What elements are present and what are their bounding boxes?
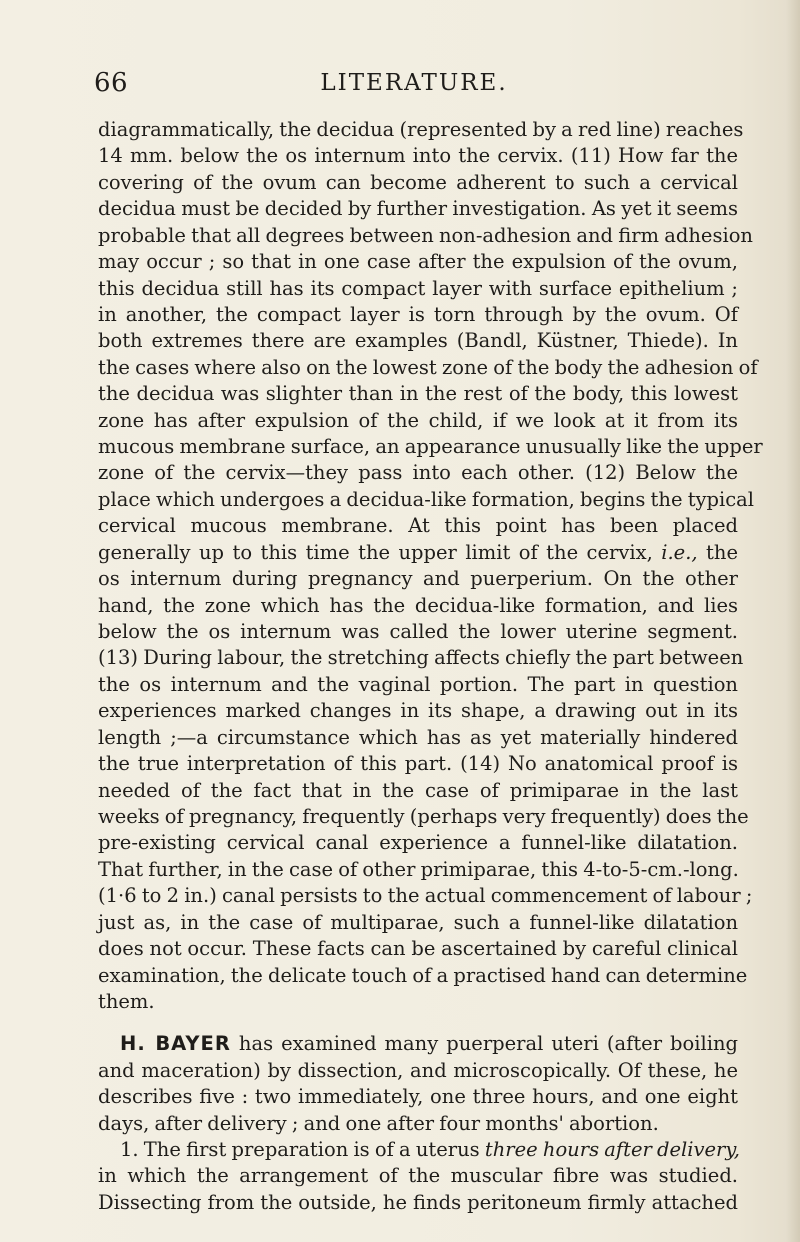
text-line: probable that all degrees between non-adhesion and firm adhesion xyxy=(98,223,753,247)
text-line: pre-existing cervical canal experience a funnel-like dilatation. xyxy=(98,831,738,855)
text-segment: generally up to this time the upper limit of the cervix, xyxy=(98,540,662,564)
text-line-with-italic xyxy=(98,1137,741,1163)
text-line: (1·6 to 2 in.) canal persists to the actual commencement of labour ; xyxy=(98,884,753,908)
text-segment: the xyxy=(697,540,738,564)
text-line: That further, in the case of other primiparae, this 4-to-5-cm.-long. xyxy=(98,857,739,881)
text-line: weeks of pregnancy, frequently (perhaps very frequently) does the xyxy=(98,804,749,828)
text-line: does not occur. These facts can be ascertained by careful clinical xyxy=(98,937,738,961)
italic-abbreviation: i.e., xyxy=(661,540,698,564)
text-line: needed of the fact that in the case of primiparae in the last xyxy=(98,778,738,802)
text-line: the cases where also on the lowest zone of the body the adhesion of xyxy=(98,355,758,379)
text-line: examination, the delicate touch of a practised hand can determine xyxy=(98,963,748,987)
text-line: decidua must be decided by further investigation. As yet it seems xyxy=(98,197,738,221)
text-line: length ;—a circumstance which has as yet materially hindered xyxy=(98,725,738,749)
text-line: place which undergoes a decidua-like formation, begins the typical xyxy=(98,487,755,511)
text-line: may occur ; so that in one case after the expulsion of the ovum, xyxy=(98,250,738,274)
text-line: them. xyxy=(98,989,155,1013)
text-line: Dissecting from the outside, he finds peritoneum firmly attached xyxy=(98,1190,738,1214)
text-line: (13) During labour, the stretching affects chiefly the part between xyxy=(98,646,744,670)
text-line: in which the arrangement of the muscular fibre was studied. xyxy=(98,1164,738,1188)
running-title: LITERATURE. xyxy=(320,70,508,96)
text-line-with-italic xyxy=(98,540,738,566)
text-line: experiences marked changes in its shape, a drawing out in its xyxy=(98,699,738,723)
page-number: 66 xyxy=(94,68,129,98)
page-edge-shadow xyxy=(786,0,800,1242)
text-line: the decidua was slighter than in the rest of the body, this lowest xyxy=(98,382,738,406)
text-line: the true interpretation of this part. (14) No anatomical proof is xyxy=(98,752,738,776)
text-line: below the os internum was called the lower uterine segment. xyxy=(98,620,738,644)
text-line: diagrammatically, the decidua (represented by a red line) reaches xyxy=(98,118,744,141)
text-segment: 1. The first preparation is of a uterus xyxy=(120,1138,485,1162)
text-line: this decidua still has its compact layer with surface epithelium ; xyxy=(98,276,738,300)
text-line: zone of the cervix—they pass into each other. (12) Below the xyxy=(98,461,738,485)
text-line: describes five : two immediately, one three hours, and one eight xyxy=(98,1085,738,1109)
text-line-with-author xyxy=(98,1031,738,1057)
text-line: in another, the compact layer is torn through by the ovum. Of xyxy=(98,302,738,326)
text-line: os internum during pregnancy and puerperium. On the other xyxy=(98,567,738,591)
text-line: covering of the ovum can become adherent to such a cervical xyxy=(98,170,738,194)
text-line: the os internum and the vaginal portion. The part in question xyxy=(98,672,738,696)
text-line: days, after delivery ; and one after four months' abortion. xyxy=(98,1111,659,1135)
text-line: just as, in the case of multiparae, such a funnel-like dilatation xyxy=(98,910,738,934)
page-header xyxy=(94,68,734,108)
text-segment: has examined many puerperal uteri (after boiling xyxy=(230,1032,738,1056)
text-line: zone has after expulsion of the child, if we look at it from its xyxy=(98,408,738,432)
body-text xyxy=(98,117,763,1216)
text-line: and maceration) by dissection, and microscopically. Of these, he xyxy=(98,1058,738,1082)
italic-phrase: three hours after delivery, xyxy=(484,1138,741,1162)
text-line: 14 mm. below the os internum into the cervix. (11) How far the xyxy=(98,144,738,168)
text-line: both extremes there are examples (Bandl, Küstner, Thiede). In xyxy=(98,329,738,353)
text-line: cervical mucous membrane. At this point has been placed xyxy=(98,514,738,538)
text-line: hand, the zone which has the decidua-like formation, and lies xyxy=(98,593,738,617)
text-line: mucous membrane surface, an appearance unusually like the upper xyxy=(98,435,763,459)
author-name: H. BAYER xyxy=(120,1032,231,1056)
paragraph-gap xyxy=(98,1015,738,1031)
